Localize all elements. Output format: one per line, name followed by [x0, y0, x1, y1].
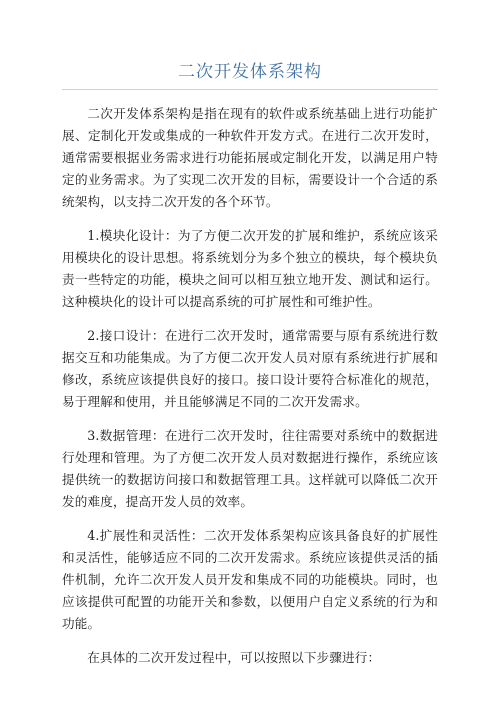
paragraph-data-management: 3.数据管理：在进行二次开发时，往往需要对系统中的数据进行处理和管理。为了方便二次开发人员对数据进行操作，系统应该提供统一的数据访问接口和数据管理工具。这样就可以降低二次开发的难度，提高开发人员的效率。	[62, 428, 438, 509]
paragraph-modular-design: 1.模块化设计：为了方便二次开发的扩展和维护，系统应该采用模块化的设计思想。将系统划分为多个独立的模块，每个模块负责一些特定的功能，模块之间可以相互独立地开发、测试和运行。这种模块化的设计可以提高系统的可扩展性和可维护性。	[62, 228, 438, 309]
document-body	[62, 103, 438, 669]
document-title: 二次开发体系架构	[178, 62, 322, 82]
paragraph-intro: 二次开发体系架构是指在现有的软件或系统基础上进行功能扩展、定制化开发或集成的一种软件开发方式。在进行二次开发时，通常需要根据业务需求进行功能拓展或定制化开发，以满足用户特定的业务需求。为了实现二次开发的目标，需要设计一个合适的系统架构，以支持二次开发的各个环节。	[62, 106, 438, 209]
paragraph-steps-intro: 在具体的二次开发过程中，可以按照以下步骤进行：	[87, 650, 381, 665]
paragraph-extensibility: 4.扩展性和灵活性：二次开发体系架构应该具备良好的扩展性和灵活性，能够适应不同的二次开发需求。系统应该提供灵活的插件机制，允许二次开发人员开发和集成不同的功能模块。同时，也应该提供可配置的功能开关和参数，以便用户自定义系统的行为和功能。	[62, 528, 438, 631]
paragraph-interface-design: 2.接口设计：在进行二次开发时，通常需要与原有系统进行数据交互和功能集成。为了方便二次开发人员对原有系统进行扩展和修改，系统应该提供良好的接口。接口设计要符合标准化的规范，易于理解和使用，并且能够满足不同的二次开发需求。	[62, 328, 438, 409]
title-divider	[62, 89, 438, 90]
